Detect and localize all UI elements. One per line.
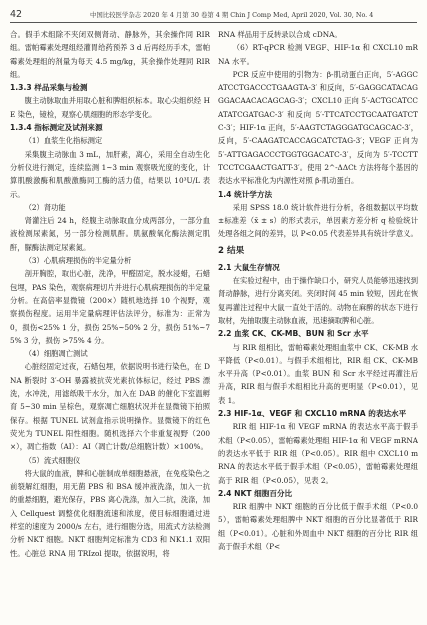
paragraph: 将大鼠的血液，脾和心脏制成单细胞悬液，在免疫染色之前裂解红细胞，用无菌 PBS 和 BSA 缓冲液洗涤，加入一抗的重悬细胞，避光保存，PBS 离心洗涤，加入二抗，洗涤，加入 Cellquest 调整优化细胞流速和浓度，使目标细胞通过进样室的速度为 2000/s 左右，进行细胞分选，用流式方法检测分析 NKT 细胞。NKT 细胞判定标准为 CD3 和 NK1.1 双阳性。心脏总 RNA 用 TRIzol 提取，依据说明，将 bbox=[10, 468, 210, 558]
section-heading: 1.3.3 样品采集与检测 bbox=[10, 83, 88, 93]
paragraph: 腹主动脉取血并用取心脏和脾组织标本。取心尖组织经 HE 染色，镜检，观察心肌细胞的形态学变化。 bbox=[10, 96, 210, 119]
paragraph: RIR 组脾中 NKT 细胞的百分比低于假手术组（P<0.05），雷帕霉素处理组脾中 NKT 细胞的百分比显著低于 RIR 组（P<0.01）。心脏和外周血中 NKT 细胞的百分比 RIR 组高于假手术组（P< bbox=[218, 502, 418, 551]
subsection-heading: （4）细胞凋亡测试 bbox=[24, 349, 88, 359]
paragraph: 采集腹主动脉血 3 mL，加肝素，离心，采用全自动生化分析仪进行测定，连续监测 1~3 min 观察吸光度的变化，计算肌酸激酶和肌酸激酶同工酶的活力值，结果以 10³U/L 表示。 bbox=[10, 149, 210, 199]
left-column bbox=[10, 28, 210, 623]
paragraph: PCR 反应中使用的引物为：β-肌动蛋白正向，5′-AGGCATCCTGACCCTGAAGTA-3′ 和反向，5′-GAGGCATACAGGGACAACACAGCAG-3′；CXCL10 正向 5′-ACTGCATCCATATCGATGAC-3′ 和反向 5′-TTCATCCTGCAATGATCTC-3′；HIF-1α 正向，5′-AAGTCTAGGGATGCAGCAC-3′，反向，5′-CAAGATCACCAGCATCTAG-3′；VEGF 正向为 5′-ATTGAGACCCTGGTGGACATC-3′，反向为 5′-TCCTTTCCTCGAACTGATT-3′。使用 2^-ΔΔCt 方法将每个基因的表达水平标准化为内源性对照 β-肌动蛋白。 bbox=[218, 69, 418, 186]
paragraph: 采用 SPSS 18.0 统计软件进行分析，各组数据以平均数±标准差（x̄ ± s）的形式表示，单因素方差分析 q 检验统计处理各组之间的差异，以 P<0.05 代表差异具有统计学意义。 bbox=[218, 202, 418, 239]
subsection-heading: （2）肾功能 bbox=[24, 202, 66, 212]
subsection-heading: （5）流式细胞仪 bbox=[24, 455, 81, 465]
subsection-heading: （1）血浆生化指标测定 bbox=[24, 136, 103, 146]
paragraph: RIR 组 HIF-1α 和 VEGF mRNA 的表达水平高于假手术组（P<0.05），雷帕霉素处理组 HIF-1α 和 VEGF mRNA 的表达水平低于 RIR 组（P<0.05）。RIR 组中 CXCL10 mRNA 的表达水平低于假手术组（P<0.05），雷帕霉素处理组高于 RIR 组（P<0.05），见表 2。 bbox=[218, 422, 418, 485]
paragraph: 剖开胸腔，取出心脏，洗净，甲醛固定，脱水浸蜡，石蜡包埋，PAS 染色，观察病理切片并进行心肌病理损伤的半定量分析。在高倍率显微镜（200×）随机地选择 10 个视野，观察损伤程度。运用半定量病理评估法评分，标准为：正常为 0，损伤<25% 1 分，损伤 25%~50% 2 分，损伤 51%~75% 3 分，损伤 >75% 4 分。 bbox=[10, 269, 210, 345]
paragraph: 合。假手术组除不夹闭双侧肾动、静脉外，其余操作同 RIR 组。雷帕霉素处理组经灌胃给药预养 3 d 后再经历手术，雷帕霉素处理组的剂量为每天 4.5 mg/kg，其余操作处理同 RIR 组。 bbox=[10, 30, 210, 79]
section-heading: 2.3 HIF-1α、VEGF 和 CXCL10 mRNA 的表达水平 bbox=[218, 409, 407, 419]
paragraph: 与 RIR 组相比，雷帕霉素处理组血浆中 CK、CK-MB 水平降低（P<0.01）。与假手术组相比，RIR 组 CK、CK-MB 水平升高（P<0.01）。血浆 BUN 和 Scr 水平经过再灌注后升高，RIR 组与假手术组相比升高的更明显（P<0.01），见表 1。 bbox=[218, 342, 418, 405]
section-heading: 1.4 统计学方法 bbox=[218, 189, 273, 199]
journal-citation: 中国比较医学杂志 2020 年 4 月第 30 卷第 4 期 Chin J Comp Med, April 2020, Vol. 30, No. 4 bbox=[90, 11, 374, 19]
paragraph: 心脏经固定过夜，石蜡包埋，依据说明书进行染色，在 DNA 断裂时 3′-OH 暴露被抗荧光素抗体标记，经过 PBS 漂洗，水冲洗，用滤纸吸干水分，加入在 DAB 的催化下室温孵育 5~30 min 呈棕色，观察凋亡细胞状况并在显微镜下拍照保存。根据 TUNEL 试剂盒指示说明操作。显微镜下的红色荧光为 TUNEL 阳性细胞。随机选择六个非重复视野（200×），凋亡指数（AI）：AI（凋亡计数/总细胞计数）×100%。 bbox=[10, 362, 210, 452]
right-column bbox=[218, 28, 418, 623]
subsection-heading: （6）RT-qPCR 检测 VEGF、HIF-1α 和 CXCL10 mRNA 水平。 bbox=[218, 43, 418, 66]
paragraph: RNA 样品用于反转录以合成 cDNA。 bbox=[218, 30, 342, 39]
section-heading: 2.2 血浆 CK、CK-MB、BUN 和 Scr 水平 bbox=[218, 329, 369, 339]
section-heading: 2.1 大鼠生存情况 bbox=[218, 262, 280, 272]
subsection-heading: （3）心肌病理损伤的半定量分析 bbox=[24, 256, 132, 266]
running-header bbox=[10, 8, 417, 23]
paragraph: 肾灌注后 24 h，经腹主动脉取血分成两部分，一部分血液检测尿素氮，另一部分检测肌酐。肌氨酸氧化酶法测定肌酐，脲酶法测定尿素氮。 bbox=[10, 216, 210, 252]
section-heading: 2.4 NKT 细胞百分比 bbox=[218, 488, 293, 498]
paragraph: 在实验过程中，由于操作缺口小，研究人员能够迅速找到肾动静脉，进行分离夹闭。夹闭时间 45 min 较短，因此在恢复再灌注过程中大鼠一直处于活的。动物在麻醉的状态下进行取材，先抽取腹主动脉血液，迅速摘取脾和心脏。 bbox=[218, 276, 418, 325]
section-heading: 1.3.4 指标测定及试剂来源 bbox=[10, 123, 103, 133]
page-number: 42 bbox=[10, 9, 23, 20]
results-heading: 2 结果 bbox=[218, 245, 245, 256]
